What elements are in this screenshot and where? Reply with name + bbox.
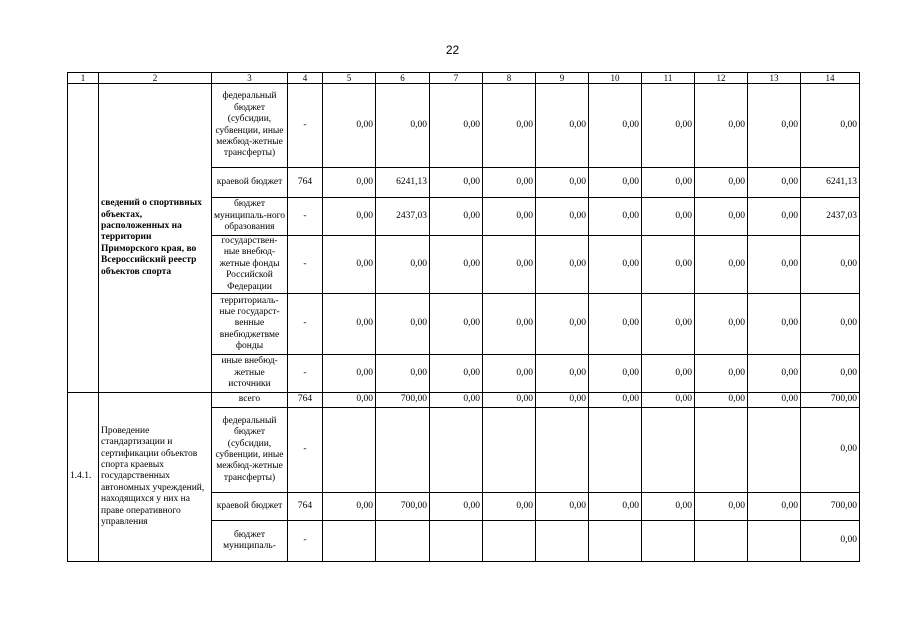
value-cell: 0,00 bbox=[376, 236, 430, 294]
column-number-14: 14 bbox=[801, 73, 860, 84]
value-cell: 0,00 bbox=[695, 84, 748, 168]
value-cell: 0,00 bbox=[430, 393, 483, 408]
value-cell: 0,00 bbox=[748, 84, 801, 168]
table-row bbox=[68, 393, 860, 408]
value-cell: 0,00 bbox=[536, 355, 589, 393]
value-cell bbox=[323, 521, 376, 562]
value-cell: 0,00 bbox=[323, 393, 376, 408]
value-cell: 0,00 bbox=[589, 294, 642, 355]
value-cell: 0,00 bbox=[323, 84, 376, 168]
value-cell: 0,00 bbox=[642, 236, 695, 294]
value-cell: 0,00 bbox=[483, 198, 536, 236]
value-cell: 0,00 bbox=[748, 236, 801, 294]
value-cell: 0,00 bbox=[695, 355, 748, 393]
column-number-5: 5 bbox=[323, 73, 376, 84]
value-cell: 0,00 bbox=[430, 198, 483, 236]
column-number-6: 6 bbox=[376, 73, 430, 84]
value-cell: 0,00 bbox=[483, 355, 536, 393]
value-cell: 0,00 bbox=[430, 236, 483, 294]
column-number-11: 11 bbox=[642, 73, 695, 84]
value-cell: 0,00 bbox=[801, 521, 860, 562]
code-cell: - bbox=[288, 84, 323, 168]
value-cell: 700,00 bbox=[376, 393, 430, 408]
funding-source: государствен-ные внебюд-жетные фонды Российской Федерации bbox=[212, 236, 288, 294]
value-cell: 0,00 bbox=[483, 393, 536, 408]
value-cell: 0,00 bbox=[536, 84, 589, 168]
value-cell: 0,00 bbox=[695, 198, 748, 236]
value-cell: 6241,13 bbox=[801, 168, 860, 198]
value-cell: 0,00 bbox=[483, 236, 536, 294]
value-cell: 0,00 bbox=[748, 393, 801, 408]
value-cell: 0,00 bbox=[801, 355, 860, 393]
value-cell: 0,00 bbox=[536, 168, 589, 198]
value-cell: 0,00 bbox=[589, 355, 642, 393]
item-description: Проведение стандартизации и сертификации объектов спорта краевых государственных автономных учреждений, находящихся у них на праве оперативного управления bbox=[99, 393, 212, 562]
value-cell: 2437,03 bbox=[376, 198, 430, 236]
code-cell: - bbox=[288, 521, 323, 562]
value-cell: 0,00 bbox=[642, 198, 695, 236]
funding-source: всего bbox=[212, 393, 288, 408]
value-cell: 0,00 bbox=[536, 198, 589, 236]
value-cell: 0,00 bbox=[642, 393, 695, 408]
table-row bbox=[68, 84, 860, 168]
value-cell: 700,00 bbox=[801, 393, 860, 408]
value-cell: 0,00 bbox=[536, 236, 589, 294]
value-cell bbox=[483, 408, 536, 493]
value-cell: 0,00 bbox=[748, 168, 801, 198]
value-cell: 0,00 bbox=[589, 236, 642, 294]
column-number-4: 4 bbox=[288, 73, 323, 84]
code-cell: 764 bbox=[288, 168, 323, 198]
funding-source: федеральный бюджет (субсидии, субвенции, иные межбюд-жетные трансферты) bbox=[212, 408, 288, 493]
value-cell bbox=[748, 521, 801, 562]
funding-source: федеральный бюджет (субсидии, субвенции, иные межбюд-жетные трансферты) bbox=[212, 84, 288, 168]
value-cell: 0,00 bbox=[483, 294, 536, 355]
page-number: 22 bbox=[445, 43, 460, 57]
value-cell: 0,00 bbox=[483, 168, 536, 198]
value-cell: 0,00 bbox=[801, 408, 860, 493]
value-cell: 0,00 bbox=[801, 84, 860, 168]
value-cell: 0,00 bbox=[323, 198, 376, 236]
column-number-13: 13 bbox=[748, 73, 801, 84]
value-cell: 0,00 bbox=[536, 493, 589, 521]
value-cell: 0,00 bbox=[376, 355, 430, 393]
column-number-1: 1 bbox=[68, 73, 99, 84]
value-cell: 0,00 bbox=[376, 84, 430, 168]
value-cell bbox=[430, 408, 483, 493]
value-cell: 0,00 bbox=[642, 84, 695, 168]
value-cell bbox=[589, 408, 642, 493]
code-cell: 764 bbox=[288, 493, 323, 521]
value-cell: 0,00 bbox=[748, 198, 801, 236]
value-cell bbox=[323, 408, 376, 493]
item-index bbox=[68, 84, 99, 393]
item-description: сведений о спортивных объектах, расположенных на территории Приморского края, во Всероссийский реестр объектов спорта bbox=[99, 84, 212, 393]
value-cell bbox=[748, 408, 801, 493]
value-cell bbox=[642, 408, 695, 493]
value-cell: 0,00 bbox=[642, 493, 695, 521]
value-cell: 0,00 bbox=[430, 493, 483, 521]
column-number-row bbox=[68, 73, 860, 84]
column-number-7: 7 bbox=[430, 73, 483, 84]
value-cell bbox=[536, 521, 589, 562]
value-cell bbox=[695, 521, 748, 562]
value-cell: 0,00 bbox=[430, 168, 483, 198]
budget-table bbox=[67, 72, 860, 562]
value-cell: 0,00 bbox=[642, 294, 695, 355]
value-cell: 0,00 bbox=[801, 294, 860, 355]
code-cell: - bbox=[288, 294, 323, 355]
value-cell: 0,00 bbox=[430, 355, 483, 393]
value-cell: 0,00 bbox=[748, 355, 801, 393]
value-cell: 700,00 bbox=[376, 493, 430, 521]
column-number-8: 8 bbox=[483, 73, 536, 84]
value-cell: 0,00 bbox=[695, 294, 748, 355]
value-cell: 0,00 bbox=[695, 393, 748, 408]
code-cell: 764 bbox=[288, 393, 323, 408]
funding-source: бюджет муниципаль-ного образования bbox=[212, 198, 288, 236]
code-cell: - bbox=[288, 408, 323, 493]
funding-source: бюджет муниципаль- bbox=[212, 521, 288, 562]
value-cell: 0,00 bbox=[536, 294, 589, 355]
code-cell: - bbox=[288, 198, 323, 236]
value-cell bbox=[642, 521, 695, 562]
value-cell bbox=[430, 521, 483, 562]
value-cell: 0,00 bbox=[536, 393, 589, 408]
value-cell bbox=[376, 408, 430, 493]
code-cell: - bbox=[288, 236, 323, 294]
funding-source: территориаль-ные государст-венные внебюджетвме фонды bbox=[212, 294, 288, 355]
value-cell: 0,00 bbox=[695, 493, 748, 521]
column-number-3: 3 bbox=[212, 73, 288, 84]
value-cell: 0,00 bbox=[589, 168, 642, 198]
value-cell: 0,00 bbox=[323, 294, 376, 355]
column-number-9: 9 bbox=[536, 73, 589, 84]
value-cell: 0,00 bbox=[589, 198, 642, 236]
value-cell: 6241,13 bbox=[376, 168, 430, 198]
value-cell bbox=[536, 408, 589, 493]
value-cell: 0,00 bbox=[323, 236, 376, 294]
funding-source: краевой бюджет bbox=[212, 168, 288, 198]
value-cell: 0,00 bbox=[642, 168, 695, 198]
value-cell: 0,00 bbox=[323, 355, 376, 393]
column-number-10: 10 bbox=[589, 73, 642, 84]
value-cell: 0,00 bbox=[589, 393, 642, 408]
value-cell: 0,00 bbox=[430, 84, 483, 168]
table-body bbox=[68, 73, 860, 562]
value-cell: 0,00 bbox=[483, 84, 536, 168]
value-cell: 0,00 bbox=[323, 493, 376, 521]
value-cell: 0,00 bbox=[376, 294, 430, 355]
value-cell: 0,00 bbox=[748, 493, 801, 521]
value-cell: 0,00 bbox=[323, 168, 376, 198]
value-cell bbox=[695, 408, 748, 493]
value-cell: 0,00 bbox=[430, 294, 483, 355]
funding-source: иные внебюд-жетные источники bbox=[212, 355, 288, 393]
value-cell: 0,00 bbox=[642, 355, 695, 393]
value-cell bbox=[589, 521, 642, 562]
item-index: 1.4.1. bbox=[68, 393, 99, 562]
code-cell: - bbox=[288, 355, 323, 393]
value-cell bbox=[376, 521, 430, 562]
value-cell: 2437,03 bbox=[801, 198, 860, 236]
value-cell: 0,00 bbox=[483, 493, 536, 521]
value-cell: 0,00 bbox=[695, 168, 748, 198]
value-cell: 0,00 bbox=[695, 236, 748, 294]
value-cell: 0,00 bbox=[589, 84, 642, 168]
value-cell: 0,00 bbox=[748, 294, 801, 355]
value-cell: 700,00 bbox=[801, 493, 860, 521]
value-cell: 0,00 bbox=[589, 493, 642, 521]
column-number-2: 2 bbox=[99, 73, 212, 84]
funding-source: краевой бюджет bbox=[212, 493, 288, 521]
column-number-12: 12 bbox=[695, 73, 748, 84]
value-cell bbox=[483, 521, 536, 562]
value-cell: 0,00 bbox=[801, 236, 860, 294]
